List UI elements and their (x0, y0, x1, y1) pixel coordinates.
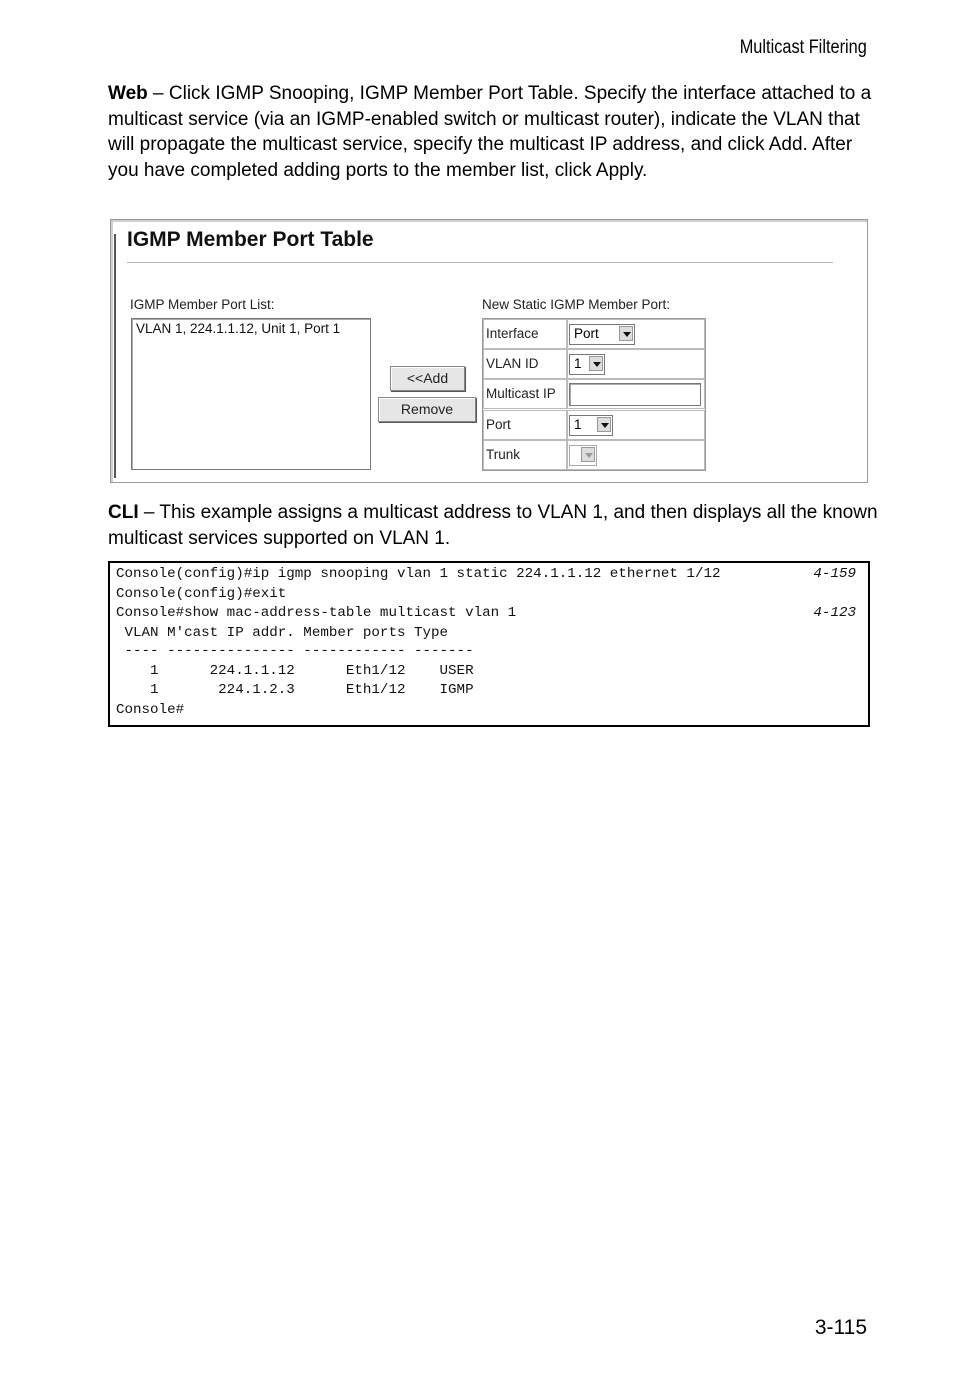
chevron-down-icon (581, 447, 595, 462)
page-title: IGMP Member Port Table (127, 228, 374, 251)
new-static-label: New Static IGMP Member Port: (482, 297, 671, 312)
vlan-select-value: 1 (574, 356, 582, 371)
cli-line: Console#show mac-address-table multicast vlan 1 (116, 605, 517, 621)
trunk-select[interactable] (569, 445, 597, 466)
interface-row (483, 319, 705, 349)
multicast-ip-row (483, 379, 705, 409)
remove-button[interactable]: Remove (378, 397, 476, 422)
interface-select[interactable] (569, 324, 635, 345)
cli-line: 1 224.1.1.12 Eth1/12 USER (116, 662, 474, 679)
cli-line: ---- --------------- ------------ ------- (116, 643, 474, 659)
port-label: Port (486, 417, 511, 432)
cli-text: – This example assigns a multicast address to VLAN 1, and then displays all the known multicast services supported on VLAN 1. (108, 502, 878, 549)
cli-instructions (108, 500, 878, 551)
title-divider (127, 262, 833, 263)
port-select[interactable] (569, 415, 613, 436)
cli-line: Console# (116, 701, 185, 718)
chevron-down-icon (619, 326, 633, 341)
frame-edge (114, 234, 116, 478)
running-header: Multicast Filtering (739, 37, 867, 58)
interface-label: Interface (486, 326, 539, 341)
interface-select-value: Port (574, 326, 599, 341)
cli-line: 1 224.1.2.3 Eth1/12 IGMP (116, 682, 474, 698)
add-button[interactable]: <<Add (390, 366, 465, 391)
web-lead: Web (108, 83, 148, 104)
multicast-ip-label: Multicast IP (486, 386, 556, 401)
cli-line: Console(config)#exit (116, 585, 287, 602)
trunk-row (483, 440, 705, 470)
cli-line: Console(config)#ip igmp snooping vlan 1 static 224.1.1.12 ethernet 1/12 (116, 566, 721, 582)
cli-example-box (108, 561, 870, 727)
multicast-ip-input[interactable] (569, 383, 701, 406)
cli-reference: 4-123 (813, 605, 856, 621)
web-instructions (108, 81, 878, 183)
vlan-select[interactable] (569, 354, 605, 375)
new-member-form (482, 318, 706, 471)
cli-reference: 4-159 (813, 566, 856, 582)
cli-lead: CLI (108, 502, 139, 523)
chevron-down-icon (597, 417, 611, 432)
member-port-listbox[interactable] (131, 318, 371, 470)
vlan-label: VLAN ID (486, 356, 539, 371)
list-item[interactable]: VLAN 1, 224.1.1.12, Unit 1, Port 1 (136, 321, 341, 336)
vlan-row (483, 349, 705, 379)
member-list-label: IGMP Member Port List: (130, 297, 275, 312)
port-row (483, 410, 705, 440)
cli-line: VLAN M'cast IP addr. Member ports Type (116, 624, 449, 641)
page-number: 3-115 (814, 1316, 867, 1339)
web-text: – Click IGMP Snooping, IGMP Member Port Table. Specify the interface attached to a multicast service (via an IGMP-enabled switch or multicast router), indicate the VLAN that will propagate the multicast service, specify the multicast IP address, and click Add. After you have completed adding ports to the member list, click Apply. (108, 83, 872, 181)
port-select-value: 1 (574, 417, 582, 432)
chevron-down-icon (589, 356, 603, 371)
igmp-member-port-screenshot (110, 219, 868, 483)
trunk-label: Trunk (486, 447, 521, 462)
